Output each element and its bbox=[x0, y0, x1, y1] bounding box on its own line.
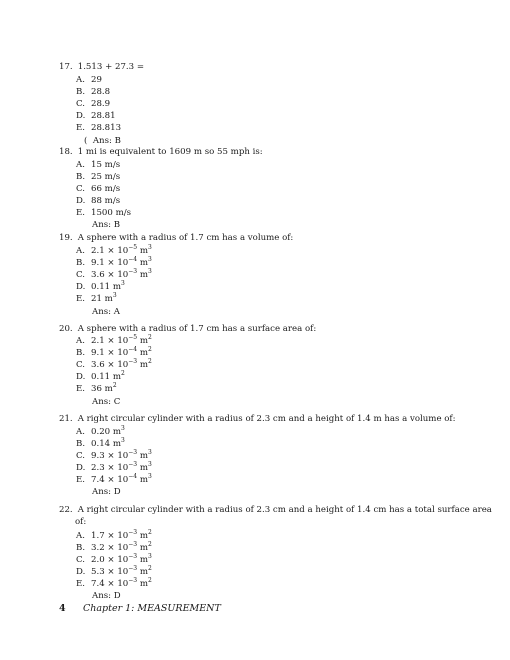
answer-line: Ans: B bbox=[92, 220, 121, 230]
option: E. 21 $m^3$ bbox=[76, 292, 117, 304]
option: C. $2.0 \times 10^{-3}$ $m^3$ bbox=[76, 553, 152, 565]
option: A. 29 bbox=[76, 75, 102, 85]
option: D. 0.11 $m^2$ bbox=[76, 370, 125, 382]
answer-line: Ans: D bbox=[92, 591, 121, 601]
question-18-stem: 18. 1 mi is equivalent to 1609 m so 55 mph is: bbox=[59, 147, 263, 157]
option: A. 0.20 $m^3$ bbox=[76, 425, 125, 437]
page-number: 4 bbox=[59, 603, 66, 614]
option: D. $5.3 \times 10^{-3}$ $m^2$ bbox=[76, 565, 152, 577]
answer-line: Ans: A bbox=[92, 307, 120, 317]
option: A. $2.1 \times 10^{-5}$ $m^2$ bbox=[76, 334, 152, 346]
option: A. $2.1 \times 10^{-5}$ $m^3$ bbox=[76, 244, 152, 256]
option: D. $2.3 \times 10^{-3}$ $m^3$ bbox=[76, 461, 152, 473]
answer-line: ( Ans: B bbox=[84, 136, 121, 146]
question-20-stem: 20. A sphere with a radius of 1.7 cm has a surface area of: bbox=[59, 324, 317, 334]
question-17-stem: 17. 1.513 + 27.3 = bbox=[59, 62, 145, 72]
chapter-title: Chapter 1: MEASUREMENT bbox=[83, 603, 221, 614]
option: B. 0.14 $m^3$ bbox=[76, 437, 125, 449]
option: D. 28.81 bbox=[76, 111, 116, 121]
option: E. 36 $m^2$ bbox=[76, 382, 117, 394]
answer-line: Ans: C bbox=[92, 397, 121, 407]
option: E. $7.4 \times 10^{-3}$ $m^2$ bbox=[76, 577, 152, 589]
option: C. 28.9 bbox=[76, 99, 111, 109]
option: D. 0.11 $m^3$ bbox=[76, 280, 125, 292]
question-22-stem: 22. A right circular cylinder with a radius of 2.3 cm and a height of 1.4 cm has a total surface area bbox=[59, 505, 492, 515]
page-footer bbox=[59, 604, 221, 614]
option: E. $7.4 \times 10^{-4}$ $m^3$ bbox=[76, 473, 152, 485]
option: B. 25 m/s bbox=[76, 172, 121, 182]
option: B. 28.8 bbox=[76, 87, 111, 97]
option: B. $3.2 \times 10^{-3}$ $m^2$ bbox=[76, 541, 152, 553]
option: B. $9.1 \times 10^{-4}$ $m^3$ bbox=[76, 256, 152, 268]
option: E. 28.813 bbox=[76, 123, 122, 133]
option: C. $3.6 \times 10^{-3}$ $m^2$ bbox=[76, 358, 152, 370]
question-19-stem: 19. A sphere with a radius of 1.7 cm has a volume of: bbox=[59, 233, 294, 243]
option: B. $9.1 \times 10^{-4}$ $m^2$ bbox=[76, 346, 152, 358]
option: C. $3.6 \times 10^{-3}$ $m^3$ bbox=[76, 268, 152, 280]
option: A. 15 m/s bbox=[76, 160, 121, 170]
answer-line: Ans: D bbox=[92, 487, 121, 497]
question-22-continuation: of: bbox=[75, 517, 87, 527]
option: D. 88 m/s bbox=[76, 196, 121, 206]
option: C. $9.3 \times 10^{-3}$ $m^3$ bbox=[76, 449, 152, 461]
option: C. 66 m/s bbox=[76, 184, 121, 194]
question-21-stem: 21. A right circular cylinder with a radius of 2.3 cm and a height of 1.4 m has a volume of: bbox=[59, 414, 456, 424]
option: A. $1.7 \times 10^{-3}$ $m^2$ bbox=[76, 529, 152, 541]
option: E. 1500 m/s bbox=[76, 208, 132, 218]
